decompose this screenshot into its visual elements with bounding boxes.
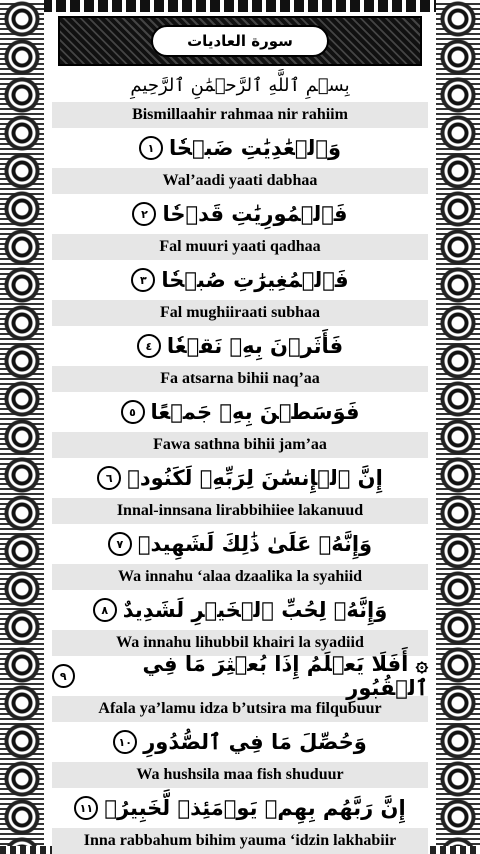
verse-number-badge: ٧ bbox=[108, 532, 132, 556]
verse-arabic bbox=[52, 260, 428, 300]
verse-arabic-text: إِنَّ رَبَّهُم بِهِمۡ يَوۡمَئِذٖ لَّخَبِيرُۢ bbox=[104, 796, 406, 820]
verse-arabic-text: وَحُصِّلَ مَا فِي ٱلصُّدُورِ bbox=[143, 730, 367, 754]
verse-transliteration: Inna rabbahum bihim yauma ‘idzin lakhabiir bbox=[52, 828, 428, 854]
verse-number-badge: ٣ bbox=[131, 268, 155, 292]
verse-arabic-text: وَإِنَّهُۥ عَلَىٰ ذَٰلِكَ لَشَهِيدٞ bbox=[137, 532, 373, 556]
verse-number-badge: ٨ bbox=[93, 598, 117, 622]
verse-number-badge: ٢ bbox=[132, 202, 156, 226]
verse-number-badge: ٩ bbox=[52, 664, 75, 688]
verse-arabic-text: فَأَثَرۡنَ بِهِۦ نَقۡعٗا bbox=[166, 334, 344, 358]
verse-transliteration: Fawa sathna bihii jam’aa bbox=[52, 432, 428, 458]
verse-arabic bbox=[52, 128, 428, 168]
verse-arabic-text: وَإِنَّهُۥ لِحُبِّ ٱلۡخَيۡرِ لَشَدِيدٌ bbox=[122, 598, 388, 622]
verse-arabic-text: فَوَسَطۡنَ بِهِۦ جَمۡعًا bbox=[150, 400, 360, 424]
surah-title: سورة العاديات bbox=[151, 25, 329, 57]
verse-arabic-text: ۞ أَفَلَا يَعۡلَمُ إِذَا بُعۡثِرَ مَا فِي ٱلۡقُبُورِ bbox=[142, 652, 428, 700]
verse-transliteration: Innal-innsana lirabbihiiee lakanuud bbox=[52, 498, 428, 524]
ornamental-border-left bbox=[0, 0, 44, 854]
verse-number-badge: ٦ bbox=[97, 466, 121, 490]
verse-transliteration: Fa atsarna bihii naq’aa bbox=[52, 366, 428, 392]
verse-arabic bbox=[52, 652, 428, 700]
bismillah-transliteration: Bismillaahir rahmaa nir rahiim bbox=[52, 102, 428, 128]
ornamental-border-right bbox=[436, 0, 480, 854]
verse-arabic bbox=[52, 458, 428, 498]
verse-arabic-text: بِسۡمِ ٱللَّهِ ٱلرَّحۡمَٰنِ ٱلرَّحِيمِ bbox=[130, 74, 350, 96]
verse-arabic-text: إِنَّ ٱلۡإِنسَٰنَ لِرَبِّهِۦ لَكَنُودٞ bbox=[127, 466, 383, 490]
verse-arabic bbox=[52, 194, 428, 234]
verse-transliteration: Wa innahu lihubbil khairi la syadiid bbox=[52, 630, 428, 656]
verse-transliteration: Wal’aadi yaati dabhaa bbox=[52, 168, 428, 194]
verse-number-badge: ٥ bbox=[121, 400, 145, 424]
verse-number-badge: ١٠ bbox=[113, 730, 137, 754]
verse-list bbox=[52, 68, 428, 854]
verse-number-badge: ٤ bbox=[137, 334, 161, 358]
verse-number-badge: ١١ bbox=[74, 796, 98, 820]
verse-transliteration: Fal muuri yaati qadhaa bbox=[52, 234, 428, 260]
verse-arabic bbox=[52, 392, 428, 432]
verse-arabic bbox=[52, 590, 428, 630]
verse-arabic-text: فَٱلۡمُغِيرَٰتِ صُبۡحٗا bbox=[161, 268, 349, 292]
verse-transliteration: Fal mughiiraati subhaa bbox=[52, 300, 428, 326]
verse-arabic bbox=[52, 722, 428, 762]
verse-transliteration: Afala ya’lamu idza b’utsira ma filqubuur bbox=[52, 696, 428, 722]
verse-number-badge: ١ bbox=[139, 136, 163, 160]
verse-transliteration: Wa hushsila maa fish shuduur bbox=[52, 762, 428, 788]
ornamental-border-top bbox=[0, 0, 480, 12]
surah-header bbox=[58, 16, 422, 66]
verse-arabic bbox=[52, 326, 428, 366]
verse-arabic-text: فَٱلۡمُورِيَٰتِ قَدۡحٗا bbox=[162, 202, 348, 226]
bismillah-arabic bbox=[52, 68, 428, 102]
verse-arabic-text: وَٱلۡعَٰدِيَٰتِ ضَبۡحٗا bbox=[168, 136, 342, 160]
verse-arabic bbox=[52, 788, 428, 828]
verse-arabic bbox=[52, 524, 428, 564]
verse-transliteration: Wa innahu ‘alaa dzaalika la syahiid bbox=[52, 564, 428, 590]
